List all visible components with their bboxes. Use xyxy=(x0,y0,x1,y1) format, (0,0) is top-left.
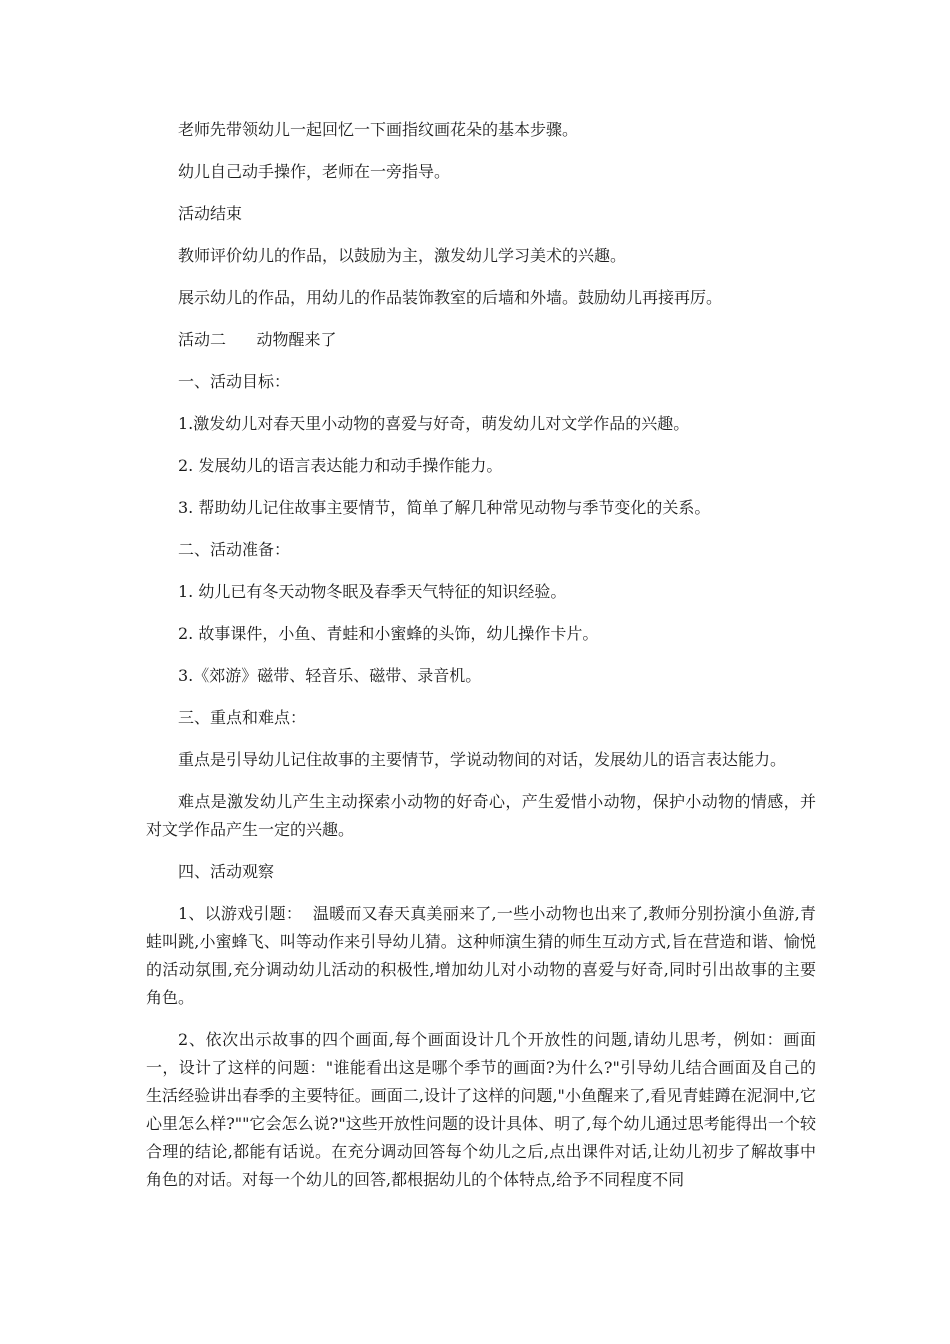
paragraph: 1、以游戏引题： 温暖而又春天真美丽来了,一些小动物也出来了,教师分别扮演小鱼游,青蛙叫跳,小蜜蜂飞、叫等动作来引导幼儿猜。这种师演生猜的师生互动方式,旨在营造和谐、愉悦的活动氛围,充分调动幼儿活动的积极性,增加幼儿对小动物的喜爱与好奇,同时引出故事的主要角色。 xyxy=(146,904,816,1007)
document-body xyxy=(146,116,816,1208)
paragraph: 教师评价幼儿的作品，以鼓励为主，激发幼儿学习美术的兴趣。 xyxy=(178,246,627,265)
section-heading: 四、活动观察 xyxy=(178,862,275,881)
list-item: 3.《郊游》磁带、轻音乐、磁带、录音机。 xyxy=(178,666,482,685)
paragraph: 展示幼儿的作品，用幼儿的作品装饰教室的后墙和外墙。鼓励幼儿再接再厉。 xyxy=(178,288,723,307)
section-heading: 一、活动目标： xyxy=(178,372,291,391)
section-heading: 三、重点和难点： xyxy=(178,708,307,727)
paragraph: 难点是激发幼儿产生主动探索小动物的好奇心，产生爱惜小动物，保护小动物的情感，并对文学作品产生一定的兴趣。 xyxy=(146,792,816,839)
section-heading: 活动结束 xyxy=(178,204,243,223)
paragraph: 2、依次出示故事的四个画面,每个画面设计几个开放性的问题,请幼儿思考，例如：画面一，设计了这样的问题："谁能看出这是哪个季节的画面?为什么?"引导幼儿结合画面及自己的生活经验讲出春季的主要特征。画面二,设计了这样的问题,"小鱼醒来了,看见青蛙蹲在泥洞中,它心里怎么样?""它会怎么说?"这些开放性问题的设计具体、明了,每个幼儿通过思考能得出一个较合理的结论,都能有话说。在充分调动回答每个幼儿之后,点出课件对话,让幼儿初步了解故事中角色的对话。对每一个幼儿的回答,都根据幼儿的个体特点,给予不同程度不同 xyxy=(146,1030,816,1189)
list-item: 1.激发幼儿对春天里小动物的喜爱与好奇，萌发幼儿对文学作品的兴趣。 xyxy=(178,414,690,433)
activity-title: 活动二 动物醒来了 xyxy=(178,330,337,349)
paragraph: 幼儿自己动手操作，老师在一旁指导。 xyxy=(178,162,451,181)
list-item: 1. 幼儿已有冬天动物冬眠及春季天气特征的知识经验。 xyxy=(178,582,567,601)
list-item: 2. 发展幼儿的语言表达能力和动手操作能力。 xyxy=(178,456,503,475)
section-heading: 二、活动准备： xyxy=(178,540,291,559)
paragraph: 重点是引导幼儿记住故事的主要情节，学说动物间的对话，发展幼儿的语言表达能力。 xyxy=(178,750,787,769)
list-item: 2. 故事课件，小鱼、青蛙和小蜜蜂的头饰，幼儿操作卡片。 xyxy=(178,624,599,643)
list-item: 3. 帮助幼儿记住故事主要情节，简单了解几种常见动物与季节变化的关系。 xyxy=(178,498,711,517)
paragraph: 老师先带领幼儿一起回忆一下画指纹画花朵的基本步骤。 xyxy=(178,120,579,139)
